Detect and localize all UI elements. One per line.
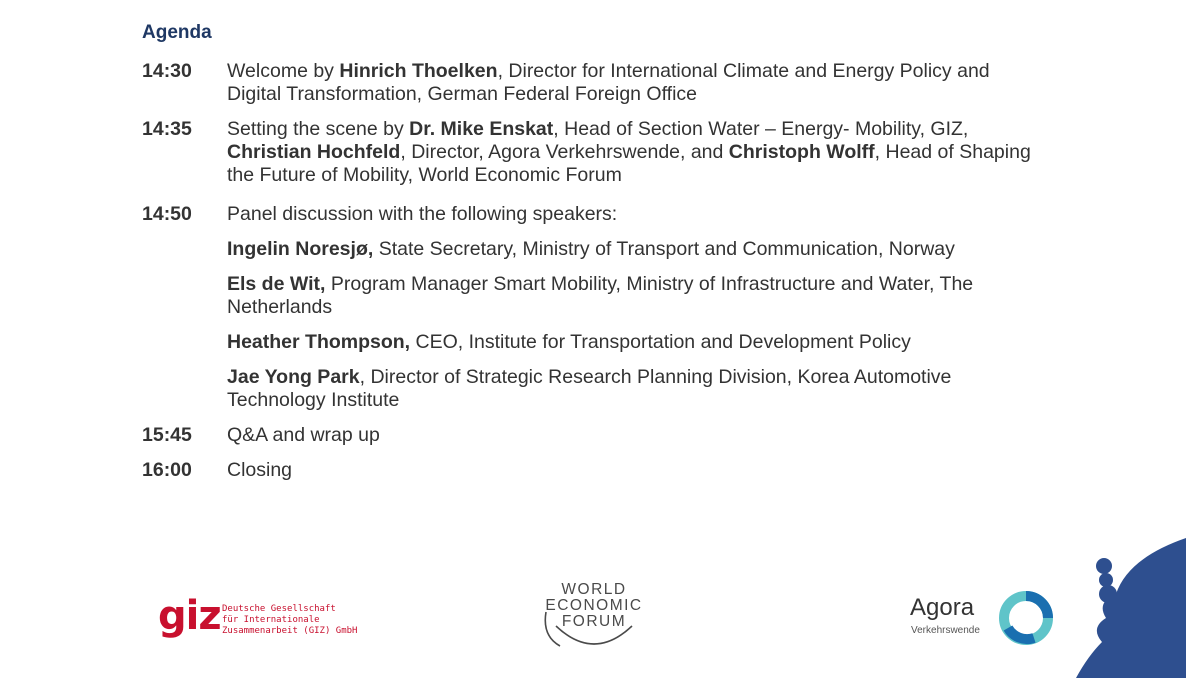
agora-ring-icon	[996, 588, 1056, 648]
agenda-text-run: , Head of Shaping the Future of Mobility, World Economic Forum	[227, 141, 1031, 186]
agenda-text	[227, 60, 1042, 106]
speaker-name: Christian Hochfeld	[227, 141, 401, 163]
agenda-text-run: Q&A and wrap up	[227, 424, 380, 446]
agenda-text-run: Panel discussion with the following speakers:	[227, 203, 618, 225]
agenda-text-run: Closing	[227, 459, 293, 481]
giz-logo-line: Zusammenarbeit (GIZ) GmbH	[222, 626, 358, 636]
giz-logo-line: Deutsche Gesellschaft	[222, 604, 336, 614]
wef-logo-line: WORLD	[561, 581, 627, 598]
agenda-time: 16:00	[142, 459, 192, 481]
wef-logo	[538, 582, 650, 652]
speaker-name: Heather Thompson,	[227, 331, 411, 353]
agenda-text-run: CEO, Institute for Transportation and Development Policy	[410, 331, 911, 353]
agenda-text-run: , Head of Section Water – Energy- Mobility, GIZ,	[553, 118, 969, 140]
giz-logo-line: für Internationale	[222, 615, 320, 625]
agenda-time: 15:45	[142, 424, 192, 446]
agenda-text	[227, 203, 1042, 226]
agenda-time: 14:30	[142, 60, 192, 82]
agenda-text	[227, 331, 1042, 354]
agora-logo-name: Agora	[910, 594, 975, 621]
corner-decoration	[1076, 538, 1186, 678]
wef-logo-line: ECONOMIC	[545, 597, 643, 614]
speaker-name: Els de Wit,	[227, 273, 326, 295]
agora-logo-sub: Verkehrswende	[911, 625, 980, 636]
agora-logo	[908, 588, 1053, 650]
agenda-text-run: Program Manager Smart Mobility, Ministry of Infrastructure and Water, The Netherlands	[227, 273, 974, 318]
wef-arc-icon	[538, 582, 650, 652]
agenda-text-run: Welcome by	[227, 60, 340, 82]
agenda-time: 14:35	[142, 118, 192, 140]
agenda-text	[227, 273, 1042, 319]
agenda-heading: Agenda	[142, 22, 212, 43]
agenda-text	[227, 459, 1042, 482]
speaker-name: Christoph Wolff	[728, 141, 875, 163]
speaker-name: Dr. Mike Enskat	[409, 118, 554, 140]
agenda-text	[227, 424, 1042, 447]
agenda-time: 14:50	[142, 203, 192, 225]
speaker-name: Jae Yong Park	[227, 366, 360, 388]
speaker-name: Hinrich Thoelken	[339, 60, 498, 82]
agenda-text-run: State Secretary, Ministry of Transport and Communication, Norway	[373, 238, 955, 260]
wef-logo-line: FORUM	[561, 613, 627, 630]
speaker-name: Ingelin Noresjø,	[227, 238, 374, 260]
agenda-text-run: Setting the scene by	[227, 118, 410, 140]
agenda-text-run: , Director of Strategic Research Planning Division, Korea Automotive Technology Institute	[227, 366, 952, 411]
giz-logo-mark: giz	[158, 593, 221, 639]
agenda-text	[227, 118, 1042, 187]
giz-logo-text	[222, 604, 422, 637]
agenda-text	[227, 238, 1042, 261]
agenda-text	[227, 366, 1042, 412]
agenda-text-run: , Director for International Climate and Energy Policy and Digital Transformation, German Federal Foreign Office	[227, 60, 990, 105]
agenda-text-run: , Director, Agora Verkehrswende, and	[400, 141, 729, 163]
